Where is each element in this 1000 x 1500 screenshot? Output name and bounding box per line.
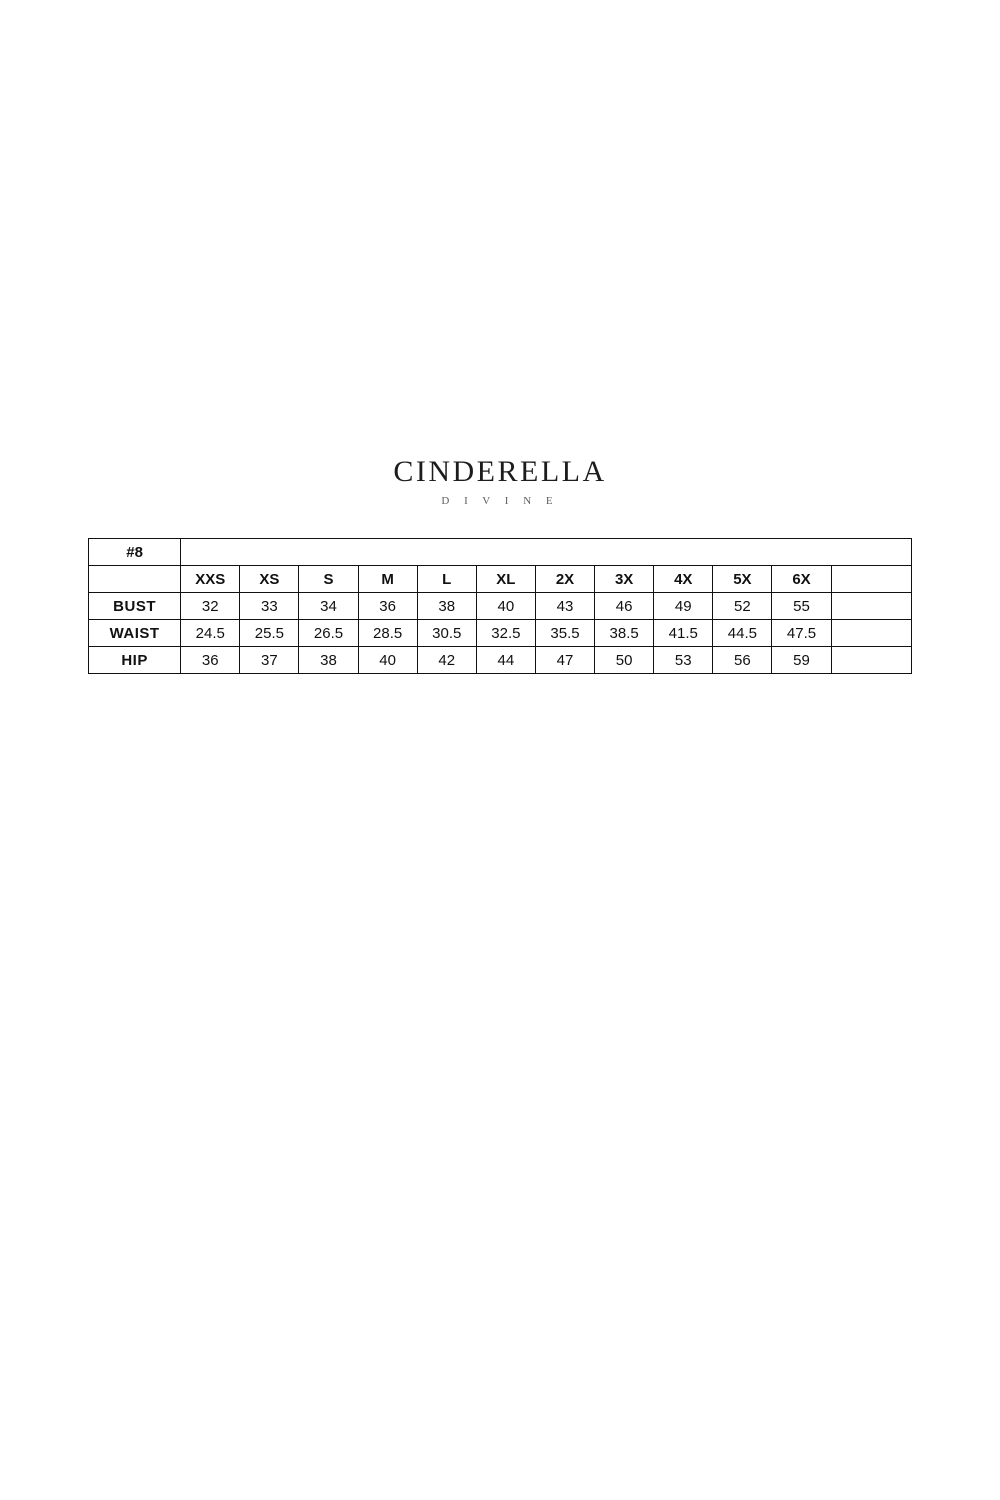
cell-bust-xxs: 32 [181, 593, 240, 620]
cell-bust-s: 34 [299, 593, 358, 620]
size-header-s: S [299, 566, 358, 593]
cell-hip-m: 40 [358, 647, 417, 674]
size-chart-table [88, 538, 912, 674]
cell-bust-6x: 55 [772, 593, 831, 620]
cell-waist-l: 30.5 [417, 620, 476, 647]
cell-waist-2x: 35.5 [535, 620, 594, 647]
cell-waist-5x: 44.5 [713, 620, 772, 647]
cell-hip-6x: 59 [772, 647, 831, 674]
chart-title: #8 [89, 539, 181, 566]
tail-cell-hip [831, 647, 911, 674]
cell-waist-xl: 32.5 [476, 620, 535, 647]
corner-cell [89, 566, 181, 593]
cell-hip-4x: 53 [654, 647, 713, 674]
size-header-l: L [417, 566, 476, 593]
size-header-4x: 4X [654, 566, 713, 593]
table-row-waist [89, 620, 912, 647]
cell-bust-l: 38 [417, 593, 476, 620]
cell-hip-l: 42 [417, 647, 476, 674]
tail-cell-bust [831, 593, 911, 620]
brand-subtitle: D I V I N E [441, 495, 559, 507]
cell-hip-xxs: 36 [181, 647, 240, 674]
cell-hip-3x: 50 [595, 647, 654, 674]
cell-bust-2x: 43 [535, 593, 594, 620]
table-row-hip [89, 647, 912, 674]
table-row-title [89, 539, 912, 566]
chart-title-fill [181, 539, 912, 566]
tail-cell-waist [831, 620, 911, 647]
cell-hip-2x: 47 [535, 647, 594, 674]
cell-waist-6x: 47.5 [772, 620, 831, 647]
size-header-2x: 2X [535, 566, 594, 593]
brand-logo [0, 455, 1000, 507]
table-row-sizes [89, 566, 912, 593]
cell-waist-4x: 41.5 [654, 620, 713, 647]
cell-waist-s: 26.5 [299, 620, 358, 647]
cell-hip-xl: 44 [476, 647, 535, 674]
cell-bust-xs: 33 [240, 593, 299, 620]
tail-cell-sizes [831, 566, 911, 593]
row-label-waist: WAIST [89, 620, 181, 647]
cell-waist-3x: 38.5 [595, 620, 654, 647]
cell-hip-5x: 56 [713, 647, 772, 674]
cell-hip-xs: 37 [240, 647, 299, 674]
cell-bust-xl: 40 [476, 593, 535, 620]
cell-bust-4x: 49 [654, 593, 713, 620]
row-label-hip: HIP [89, 647, 181, 674]
cell-bust-m: 36 [358, 593, 417, 620]
size-header-3x: 3X [595, 566, 654, 593]
row-label-bust: BUST [89, 593, 181, 620]
table-row-bust [89, 593, 912, 620]
size-header-xl: XL [476, 566, 535, 593]
size-header-xs: XS [240, 566, 299, 593]
size-header-m: M [358, 566, 417, 593]
cell-hip-s: 38 [299, 647, 358, 674]
brand-name: CINDERELLA [393, 455, 607, 488]
size-header-5x: 5X [713, 566, 772, 593]
size-header-xxs: XXS [181, 566, 240, 593]
size-header-6x: 6X [772, 566, 831, 593]
cell-bust-3x: 46 [595, 593, 654, 620]
cell-bust-5x: 52 [713, 593, 772, 620]
cell-waist-xxs: 24.5 [181, 620, 240, 647]
size-chart-container [88, 538, 912, 674]
cell-waist-m: 28.5 [358, 620, 417, 647]
cell-waist-xs: 25.5 [240, 620, 299, 647]
